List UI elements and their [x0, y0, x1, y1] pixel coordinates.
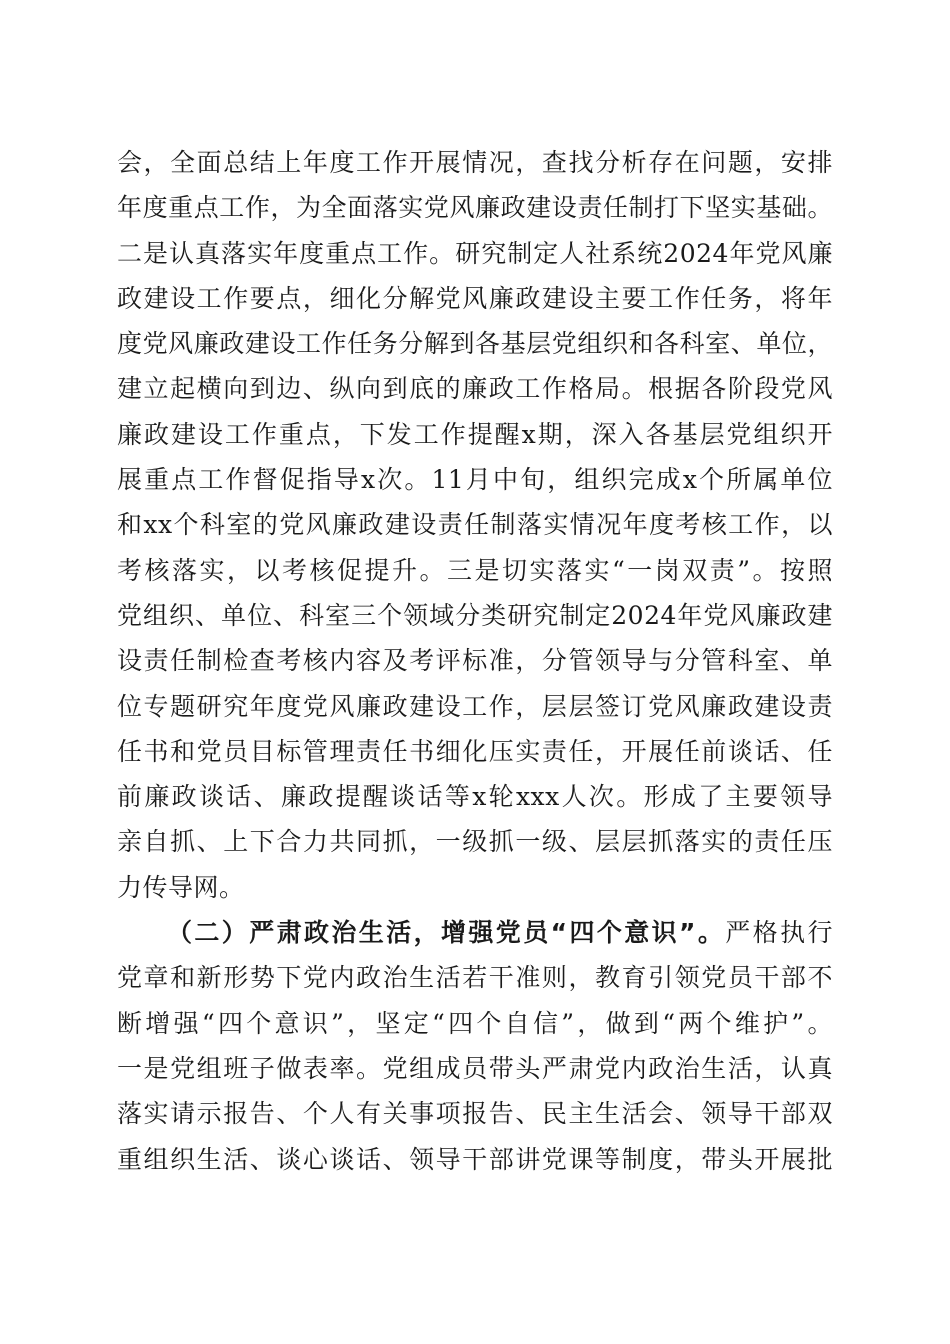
body-line: 年度重点工作，为全面落实党风廉政建设责任制打下坚实基础。: [117, 193, 833, 223]
body-line: 展重点工作督促指导x次。11月中旬，组织完成x个所属单位: [117, 465, 833, 495]
body-line: 度党风廉政建设工作任务分解到各基层党组织和各科室、单位，: [117, 329, 833, 359]
body-line: 建立起横向到边、纵向到底的廉政工作格局。根据各阶段党风: [117, 374, 833, 404]
section-heading-rest: 严格执行: [725, 918, 833, 948]
body-line: 任书和党员目标管理责任书细化压实责任，开展任前谈话、任: [117, 736, 833, 766]
body-line: 重组织生活、谈心谈话、领导干部讲党课等制度，带头开展批: [117, 1144, 833, 1174]
body-line: 考核落实，以考核促提升。三是切实落实“一岗双责”。按照: [117, 555, 833, 585]
section-heading: （二）严肃政治生活，增强党员“四个意识”。: [167, 918, 726, 948]
body-line: 政建设工作要点，细化分解党风廉政建设主要工作任务，将年: [117, 283, 833, 313]
body-line: 党章和新形势下党内政治生活若干准则，教育引领党员干部不: [117, 963, 833, 993]
body-line: 一是党组班子做表率。党组成员带头严肃党内政治生活，认真: [117, 1053, 833, 1083]
body-line: 前廉政谈话、廉政提醒谈话等x轮xxx人次。形成了主要领导: [117, 782, 833, 812]
body-line: 廉政建设工作重点，下发工作提醒x期，深入各基层党组织开: [117, 419, 833, 449]
body-line: 会，全面总结上年度工作开展情况，查找分析存在问题，安排: [117, 148, 833, 177]
body-line: 亲自抓、上下合力共同抓，一级抓一级、层层抓落实的责任压: [117, 827, 833, 857]
body-line: 力传导网。: [117, 872, 245, 902]
body-line: 落实请示报告、个人有关事项报告、民主生活会、领导干部双: [117, 1099, 833, 1129]
section-heading-line: [117, 910, 833, 955]
body-line: 设责任制检查考核内容及考评标准，分管领导与分管科室、单: [117, 646, 833, 676]
body-line: 位专题研究年度党风廉政建设工作，层层签订党风廉政建设责: [117, 691, 833, 721]
body-line: 党组织、单位、科室三个领域分类研究制定2024年党风廉政建: [117, 600, 833, 630]
document-body: [117, 140, 833, 1182]
body-line: 和xx个科室的党风廉政建设责任制落实情况年度考核工作，以: [117, 510, 833, 540]
body-line: 二是认真落实年度重点工作。研究制定人社系统2024年党风廉: [117, 238, 833, 268]
body-line: 断增强“四个意识”，坚定“四个自信”，做到“两个维护”。: [117, 1008, 833, 1038]
